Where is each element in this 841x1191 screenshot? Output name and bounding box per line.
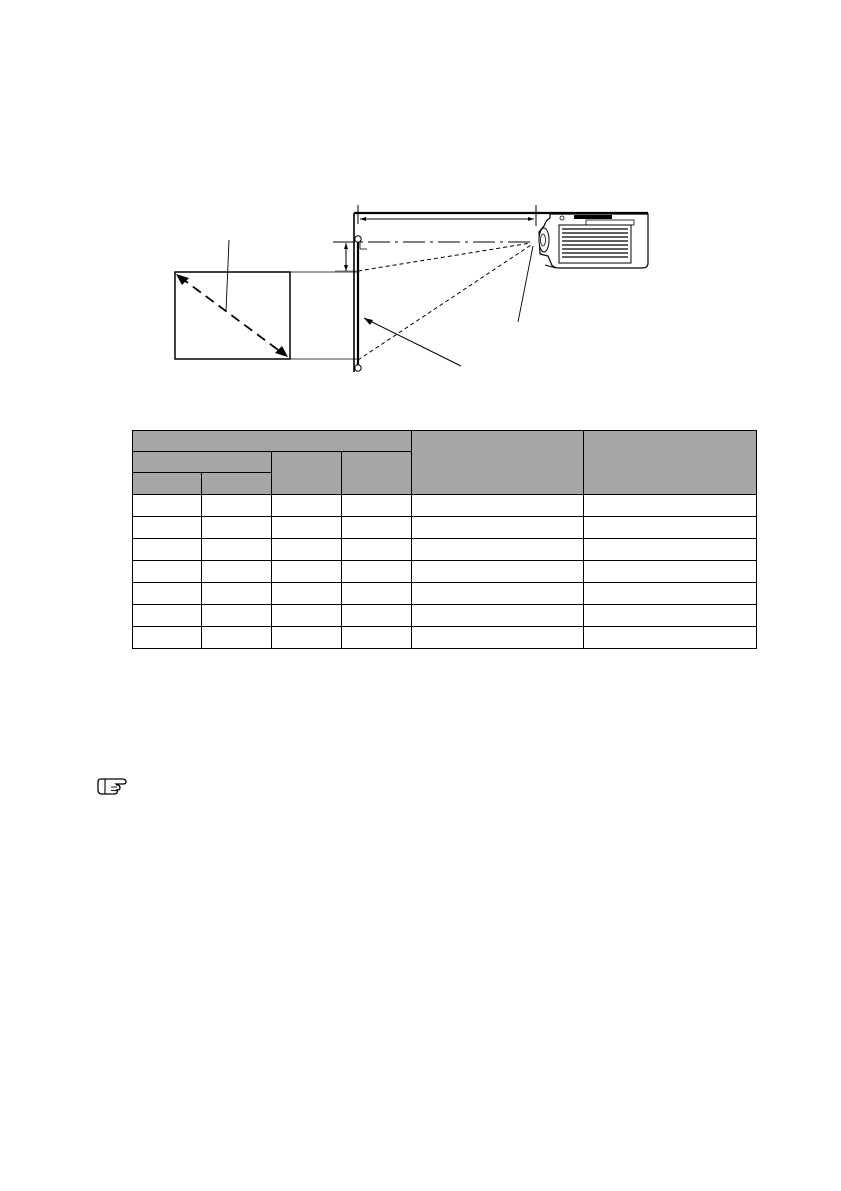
table-cell <box>272 517 342 539</box>
table-cell <box>584 561 757 583</box>
table-cell <box>342 583 412 605</box>
header-diagonal-unit-1 <box>133 473 202 495</box>
table-cell <box>202 627 272 649</box>
table-row <box>133 495 757 517</box>
table-cell <box>584 605 757 627</box>
table-cell <box>272 561 342 583</box>
lens-center-axis <box>333 242 530 249</box>
table-cell <box>272 583 342 605</box>
table-cell <box>412 561 584 583</box>
table-cell <box>133 627 202 649</box>
table-cell <box>412 627 584 649</box>
table-cell <box>202 539 272 561</box>
table-cell <box>272 495 342 517</box>
header-vertical-offset <box>584 431 757 495</box>
table-cell <box>133 495 202 517</box>
table-cell <box>584 495 757 517</box>
table-cell <box>342 539 412 561</box>
table-cell <box>412 495 584 517</box>
table-row <box>133 627 757 649</box>
projection-beam <box>358 243 531 360</box>
table-cell <box>133 539 202 561</box>
leader-lines <box>226 240 533 366</box>
table-cell <box>272 605 342 627</box>
table-cell <box>342 561 412 583</box>
projector-icon <box>539 214 648 268</box>
projection-distance-dimension <box>358 205 536 226</box>
projection-diagram <box>0 0 841 400</box>
header-diagonal <box>133 452 272 473</box>
table-cell <box>202 517 272 539</box>
table-cell <box>584 583 757 605</box>
table-cell <box>202 605 272 627</box>
table-row <box>133 517 757 539</box>
table-cell <box>202 561 272 583</box>
projected-image-outline <box>175 272 358 359</box>
table-cell <box>584 627 757 649</box>
header-projection-distance <box>412 431 584 495</box>
table-row <box>133 605 757 627</box>
table-cell <box>342 495 412 517</box>
table-row <box>133 561 757 583</box>
table-cell <box>133 605 202 627</box>
table-cell <box>584 539 757 561</box>
table-cell <box>133 561 202 583</box>
table-cell <box>342 517 412 539</box>
table-cell <box>342 605 412 627</box>
header-diagonal-unit-2 <box>202 473 272 495</box>
table-cell <box>412 583 584 605</box>
header-screen-dimensions <box>133 431 412 452</box>
table-row <box>133 539 757 561</box>
table-cell <box>412 605 584 627</box>
table-cell <box>133 583 202 605</box>
screen <box>355 236 361 371</box>
table-cell <box>133 517 202 539</box>
table-header-row <box>133 431 757 452</box>
header-height <box>342 452 412 495</box>
table-cell <box>584 517 757 539</box>
pointing-hand-icon <box>96 776 130 796</box>
header-width <box>272 452 342 495</box>
table-cell <box>272 627 342 649</box>
table-cell <box>412 539 584 561</box>
table-cell <box>202 495 272 517</box>
table-cell <box>202 583 272 605</box>
table-cell <box>342 627 412 649</box>
table-row <box>133 583 757 605</box>
table-cell <box>272 539 342 561</box>
screen-dimensions-table <box>132 430 757 649</box>
table-cell <box>412 517 584 539</box>
